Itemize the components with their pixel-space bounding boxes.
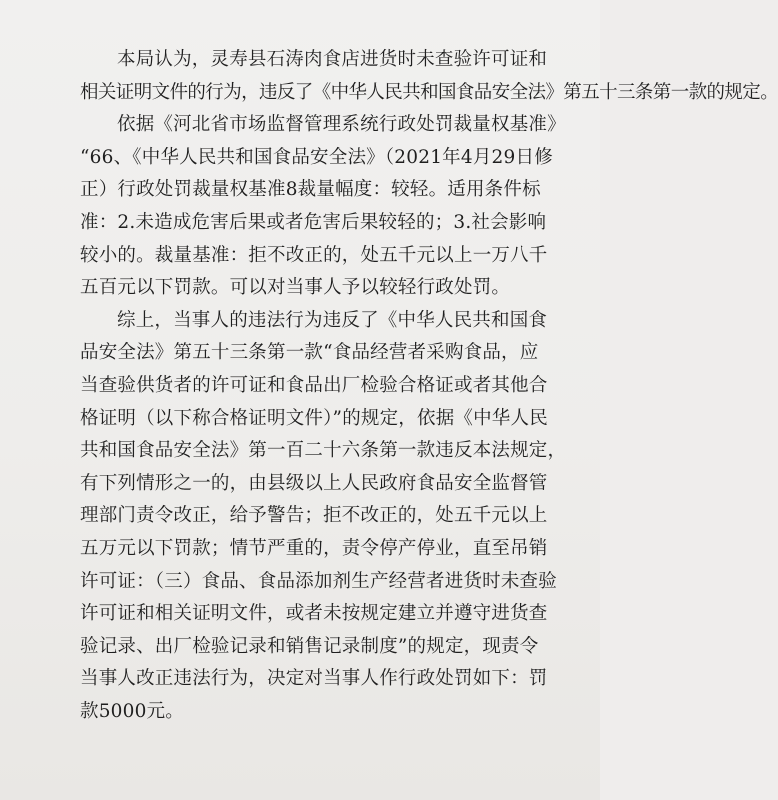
text-line: 当事人改正违法行为，决定对当事人作行政处罚如下：罚 [80, 668, 548, 690]
text-line: 五万元以下罚款；情节严重的，责令停产停业，直至吊销 [80, 537, 548, 559]
text-line: 正）行政处罚裁量权基准8裁量幅度：较轻。适用条件标 [80, 179, 541, 201]
text-line: “66、《中华人民共和国食品安全法》（2021年4月29日修 [80, 146, 553, 168]
text-line: 本局认为，灵寿县石涛肉食店进货时未查验许可证和 [117, 49, 548, 70]
text-line: 准：2.未造成危害后果或者危害后果较轻的；3.社会影响 [80, 211, 547, 233]
text-line: 共和国食品安全法》第一百二十六条第一款违反本法规定， [80, 440, 567, 462]
text-line: 许可证：（三）食品、食品添加剂生产经营者进货时未查验 [80, 570, 557, 592]
text-line: 格证明（以下称合格证明文件）”的规定，依据《中华人民 [80, 407, 548, 429]
text-line: 验记录、出厂检验记录和销售记录制度”的规定，现责令 [80, 635, 539, 657]
text-line: 款5000元。 [80, 700, 184, 722]
text-line: 有下列情形之一的，由县级以上人民政府食品安全监督管 [80, 472, 548, 494]
text-line: 品安全法》第五十三条第一款“食品经营者采购食品，应 [80, 342, 539, 364]
text-line: 依据《河北省市场监督管理系统行政处罚裁量权基准》 [117, 114, 566, 136]
text-line: 较小的。裁量基准：拒不改正的，处五千元以上一万八千 [80, 244, 548, 266]
text-line: 当查验供货者的许可证和食品出厂检验合格证或者其他合 [80, 374, 548, 396]
text-line: 理部门责令改正，给予警告；拒不改正的，处五千元以上 [80, 505, 548, 527]
text-line: 许可证和相关证明文件，或者未按规定建立并遵守进货查 [80, 603, 548, 625]
text-line: 综上，当事人的违法行为违反了《中华人民共和国食 [117, 309, 548, 331]
document-body [80, 44, 778, 728]
text-line: 五百元以下罚款。可以对当事人予以较轻行政处罚。 [80, 277, 511, 299]
text-line: 相关证明文件的行为，违反了《中华人民共和国食品安全法》第五十三条第一款的规定。 [80, 81, 778, 103]
